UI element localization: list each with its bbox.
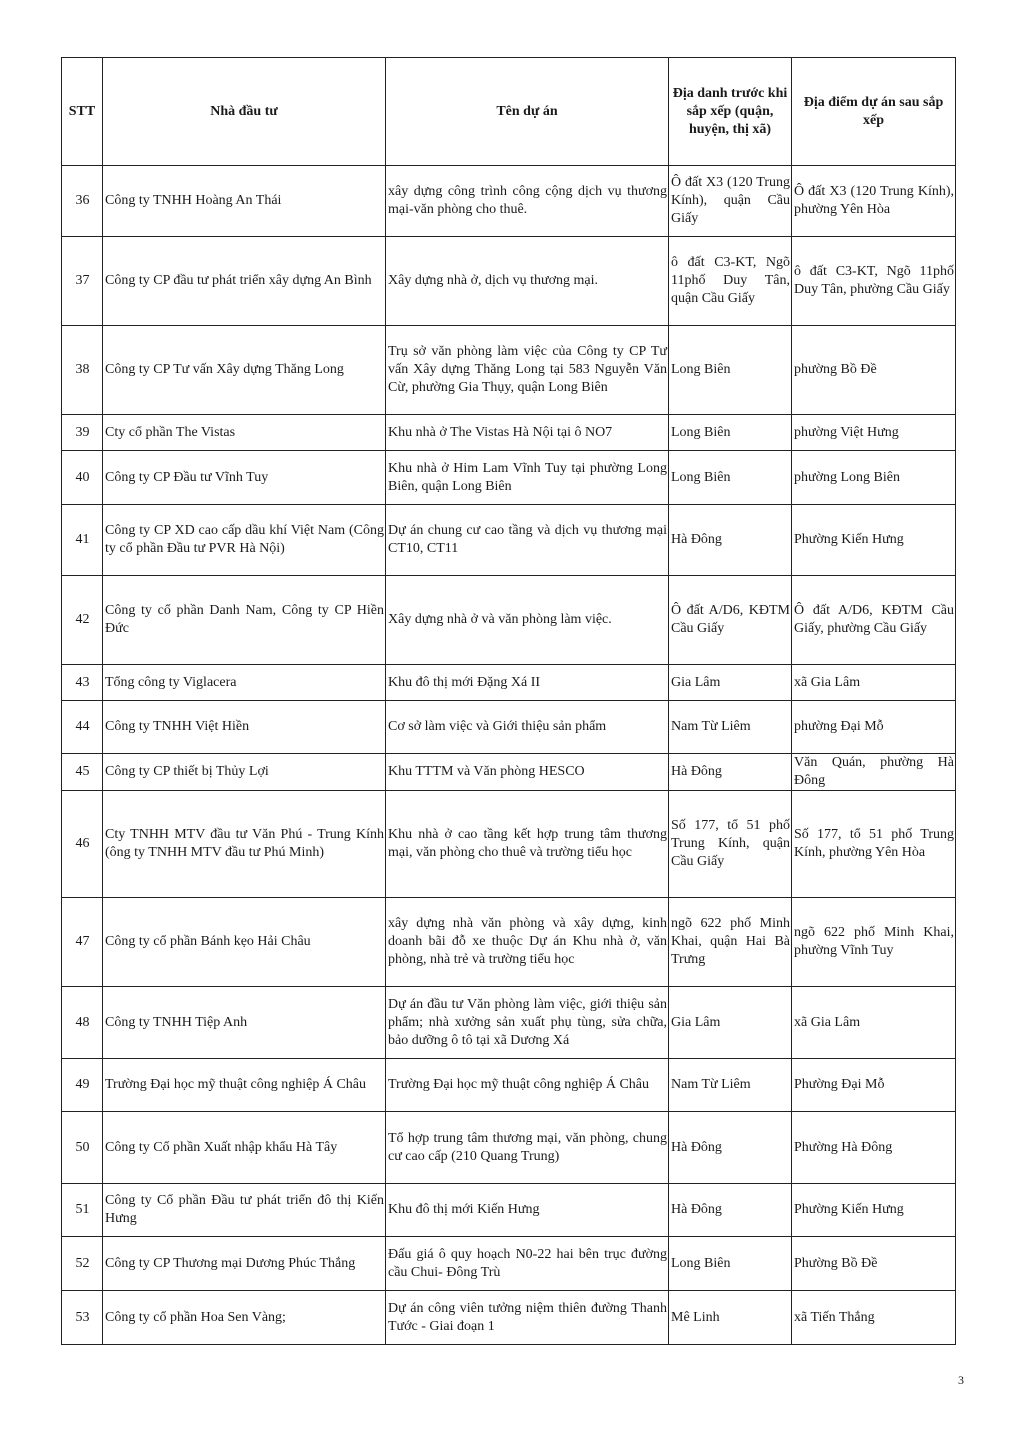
header-stt: STT (62, 58, 103, 166)
cell-location-before: Gia Lâm (669, 987, 792, 1059)
cell-project: Tổ hợp trung tâm thương mại, văn phòng, chung cư cao cấp (210 Quang Trung) (386, 1112, 669, 1184)
cell-project: Khu TTTM và Văn phòng HESCO (386, 754, 669, 791)
cell-investor: Công ty CP Tư vấn Xây dựng Thăng Long (103, 326, 386, 415)
cell-location-after: Số 177, tổ 51 phố Trung Kính, phường Yên Hòa (792, 791, 956, 898)
cell-project: Dự án chung cư cao tầng và dịch vụ thương mại CT10, CT11 (386, 505, 669, 576)
cell-location-before: Gia Lâm (669, 665, 792, 701)
cell-investor: Công ty cổ phần Danh Nam, Công ty CP Hiền Đức (103, 576, 386, 665)
cell-location-before: Nam Từ Liêm (669, 701, 792, 754)
header-project: Tên dự án (386, 58, 669, 166)
cell-investor: Công ty TNHH Hoàng An Thái (103, 166, 386, 237)
cell-project: Khu đô thị mới Đặng Xá II (386, 665, 669, 701)
cell-project: Xây dựng nhà ở, dịch vụ thương mại. (386, 237, 669, 326)
cell-stt: 52 (62, 1237, 103, 1291)
cell-stt: 49 (62, 1059, 103, 1112)
table-row (62, 791, 956, 898)
cell-location-after: Phường Kiến Hưng (792, 505, 956, 576)
cell-stt: 51 (62, 1184, 103, 1237)
cell-stt: 47 (62, 898, 103, 987)
header-investor: Nhà đầu tư (103, 58, 386, 166)
cell-location-before: Số 177, tổ 51 phố Trung Kính, quận Cầu Giấy (669, 791, 792, 898)
cell-investor: Công ty CP XD cao cấp dầu khí Việt Nam (Công ty cổ phần Đầu tư PVR Hà Nội) (103, 505, 386, 576)
cell-project: Dự án công viên tưởng niệm thiên đường Thanh Tước - Giai đoạn 1 (386, 1291, 669, 1345)
cell-project: Cơ sở làm việc và Giới thiệu sản phẩm (386, 701, 669, 754)
projects-table (61, 57, 956, 1345)
cell-investor: Trường Đại học mỹ thuật công nghiệp Á Châu (103, 1059, 386, 1112)
cell-location-before: Long Biên (669, 326, 792, 415)
cell-location-after: Phường Đại Mỗ (792, 1059, 956, 1112)
cell-location-before: ngõ 622 phố Minh Khai, quận Hai Bà Trưng (669, 898, 792, 987)
cell-location-before: Long Biên (669, 415, 792, 451)
header-location-before: Địa danh trước khi sắp xếp (quận, huyện, thị xã) (669, 58, 792, 166)
cell-investor: Công ty cổ phần Bánh kẹo Hải Châu (103, 898, 386, 987)
cell-location-after: ngõ 622 phố Minh Khai, phường Vĩnh Tuy (792, 898, 956, 987)
cell-investor: Công ty TNHH Việt Hiền (103, 701, 386, 754)
cell-location-before: Hà Đông (669, 1184, 792, 1237)
cell-project: Khu nhà ở cao tầng kết hợp trung tâm thương mại, văn phòng cho thuê và trường tiểu học (386, 791, 669, 898)
cell-location-before: Mê Linh (669, 1291, 792, 1345)
cell-stt: 50 (62, 1112, 103, 1184)
cell-investor: Công ty cổ phần Hoa Sen Vàng; (103, 1291, 386, 1345)
cell-stt: 38 (62, 326, 103, 415)
cell-location-after: Phường Hà Đông (792, 1112, 956, 1184)
header-location-after: Địa điểm dự án sau sắp xếp (792, 58, 956, 166)
cell-stt: 39 (62, 415, 103, 451)
cell-investor: Công ty Cổ phần Đầu tư phát triển đô thị Kiến Hưng (103, 1184, 386, 1237)
cell-stt: 41 (62, 505, 103, 576)
cell-location-after: phường Việt Hưng (792, 415, 956, 451)
cell-investor: Công ty CP thiết bị Thủy Lợi (103, 754, 386, 791)
cell-location-after: xã Tiến Thắng (792, 1291, 956, 1345)
cell-stt: 44 (62, 701, 103, 754)
table-row (62, 898, 956, 987)
cell-stt: 40 (62, 451, 103, 505)
table-row (62, 987, 956, 1059)
table-row (62, 166, 956, 237)
cell-location-before: Ô đất X3 (120 Trung Kính), quận Cầu Giấy (669, 166, 792, 237)
cell-stt: 37 (62, 237, 103, 326)
cell-stt: 45 (62, 754, 103, 791)
table-body (62, 166, 956, 1345)
cell-investor: Tổng công ty Viglacera (103, 665, 386, 701)
cell-project: Khu nhà ở The Vistas Hà Nội tại ô NO7 (386, 415, 669, 451)
cell-project: Khu nhà ở Him Lam Vĩnh Tuy tại phường Long Biên, quận Long Biên (386, 451, 669, 505)
cell-project: Trường Đại học mỹ thuật công nghiệp Á Châu (386, 1059, 669, 1112)
cell-location-before: ô đất C3-KT, Ngõ 11phố Duy Tân, quận Cầu Giấy (669, 237, 792, 326)
table-header-row (62, 58, 956, 166)
cell-location-before: Nam Từ Liêm (669, 1059, 792, 1112)
cell-location-after: xã Gia Lâm (792, 665, 956, 701)
cell-investor: Công ty CP đầu tư phát triển xây dựng An Bình (103, 237, 386, 326)
cell-location-after: Phường Bồ Đề (792, 1237, 956, 1291)
cell-project: Đấu giá ô quy hoạch N0-22 hai bên trục đường cầu Chui- Đông Trù (386, 1237, 669, 1291)
table-row (62, 237, 956, 326)
cell-location-after: phường Đại Mỗ (792, 701, 956, 754)
table-row (62, 665, 956, 701)
cell-stt: 46 (62, 791, 103, 898)
cell-project: Dự án đầu tư Văn phòng làm việc, giới thiệu sản phẩm; nhà xưởng sản xuất phụ tùng, sửa chữa, bảo dưỡng ô tô tại xã Dương Xá (386, 987, 669, 1059)
table-row (62, 451, 956, 505)
cell-investor: Công ty CP Đầu tư Vĩnh Tuy (103, 451, 386, 505)
cell-location-before: Long Biên (669, 1237, 792, 1291)
table-row (62, 576, 956, 665)
table-row (62, 754, 956, 791)
table-row (62, 415, 956, 451)
cell-investor: Công ty TNHH Tiệp Anh (103, 987, 386, 1059)
cell-project: Xây dựng nhà ở và văn phòng làm việc. (386, 576, 669, 665)
table-row (62, 1237, 956, 1291)
table-row (62, 1291, 956, 1345)
cell-investor: Cty TNHH MTV đầu tư Văn Phú - Trung Kính (ông ty TNHH MTV đầu tư Phú Minh) (103, 791, 386, 898)
cell-investor: Công ty Cổ phần Xuất nhập khẩu Hà Tây (103, 1112, 386, 1184)
cell-stt: 43 (62, 665, 103, 701)
cell-location-after: ô đất C3-KT, Ngõ 11phố Duy Tân, phường Cầu Giấy (792, 237, 956, 326)
cell-location-after: Phường Kiến Hưng (792, 1184, 956, 1237)
cell-location-before: Hà Đông (669, 754, 792, 791)
cell-stt: 53 (62, 1291, 103, 1345)
cell-location-after: Văn Quán, phường Hà Đông (792, 754, 956, 791)
cell-location-before: Long Biên (669, 451, 792, 505)
cell-location-after: Ô đất X3 (120 Trung Kính), phường Yên Hòa (792, 166, 956, 237)
cell-location-after: phường Long Biên (792, 451, 956, 505)
cell-investor: Cty cổ phần The Vistas (103, 415, 386, 451)
table-row (62, 701, 956, 754)
table-row (62, 1184, 956, 1237)
page-number: 3 (958, 1373, 964, 1387)
cell-stt: 48 (62, 987, 103, 1059)
table-row (62, 326, 956, 415)
cell-stt: 36 (62, 166, 103, 237)
cell-stt: 42 (62, 576, 103, 665)
cell-project: Trụ sở văn phòng làm việc của Công ty CP Tư vấn Xây dựng Thăng Long tại 583 Nguyễn Văn Cừ, phường Gia Thụy, quận Long Biên (386, 326, 669, 415)
cell-location-before: Ô đất A/D6, KĐTM Cầu Giấy (669, 576, 792, 665)
table-row (62, 505, 956, 576)
cell-location-after: phường Bồ Đề (792, 326, 956, 415)
table-row (62, 1112, 956, 1184)
cell-project: xây dựng nhà văn phòng và xây dựng, kinh doanh bãi đỗ xe thuộc Dự án Khu nhà ở, văn phòng, nhà trẻ và trường tiểu học (386, 898, 669, 987)
table-row (62, 1059, 956, 1112)
cell-project: xây dựng công trình công cộng dịch vụ thương mại-văn phòng cho thuê. (386, 166, 669, 237)
cell-location-before: Hà Đông (669, 505, 792, 576)
cell-location-after: xã Gia Lâm (792, 987, 956, 1059)
cell-location-before: Hà Đông (669, 1112, 792, 1184)
cell-project: Khu đô thị mới Kiến Hưng (386, 1184, 669, 1237)
cell-location-after: Ô đất A/D6, KĐTM Cầu Giấy, phường Cầu Giấy (792, 576, 956, 665)
cell-investor: Công ty CP Thương mại Dương Phúc Thắng (103, 1237, 386, 1291)
